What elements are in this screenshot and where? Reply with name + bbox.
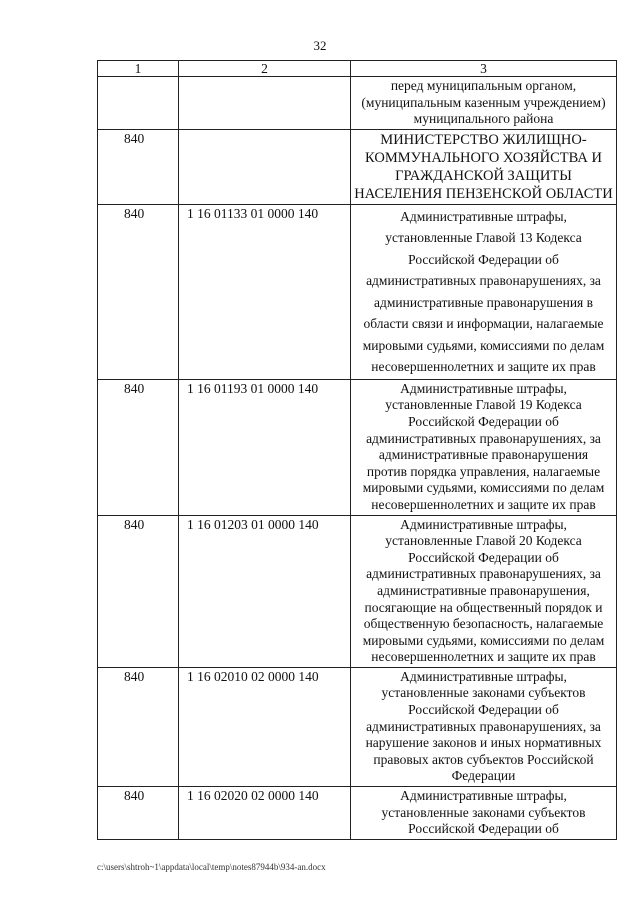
admin-code-cell: 840 bbox=[98, 129, 179, 204]
revenue-code-cell bbox=[179, 129, 351, 204]
description-line: административные правонарушения в bbox=[373, 294, 594, 310]
description-line: против порядка управления, налагаемые bbox=[366, 463, 601, 479]
description-line: установленные Главой 20 Кодекса bbox=[385, 533, 582, 549]
description-line: перед муниципальным органом, bbox=[390, 78, 577, 93]
description-line: административные правонарушения bbox=[378, 447, 589, 463]
description-line: Административные штрафы, bbox=[400, 208, 567, 224]
description-line: (муниципальным казенным учреждением) bbox=[361, 94, 606, 110]
description-line: области связи и информации, налагаемые bbox=[363, 316, 604, 332]
revenue-code-cell: 1 16 02010 02 0000 140 bbox=[179, 667, 351, 786]
description-line: муниципального района bbox=[413, 111, 554, 127]
page-number: 32 bbox=[313, 38, 327, 53]
description-line: ГРАЖДАНСКОЙ ЗАЩИТЫ bbox=[395, 167, 572, 184]
description-line: административных правонарушениях, за bbox=[366, 273, 601, 289]
table-row bbox=[98, 515, 617, 667]
admin-code-cell: 840 bbox=[98, 515, 179, 667]
description-cell bbox=[351, 667, 617, 786]
admin-code-cell: 840 bbox=[98, 667, 179, 786]
description-line: правовых актов субъектов Российской bbox=[373, 751, 594, 767]
description-line: установленные законами субъектов bbox=[381, 685, 586, 701]
admin-code-cell: 840 bbox=[98, 379, 179, 515]
description-line: Российской Федерации об bbox=[408, 413, 559, 429]
description-line: административных правонарушениях, за bbox=[366, 566, 601, 582]
admin-code-cell bbox=[98, 77, 179, 130]
revenue-code-cell: 1 16 02020 02 0000 140 bbox=[179, 787, 351, 840]
description-line: Административные штрафы, bbox=[400, 668, 567, 684]
column-header-1: 1 bbox=[98, 61, 179, 77]
description-line: нарушение законов и иных нормативных bbox=[365, 735, 602, 751]
description-line: мировыми судьями, комиссиями по делам bbox=[362, 632, 605, 648]
description-line: Федерации bbox=[451, 768, 516, 784]
table-header-row bbox=[98, 61, 617, 77]
description-cell bbox=[351, 77, 617, 130]
description-line: Российской Федерации об bbox=[408, 251, 559, 267]
description-line: установленные Главой 13 Кодекса bbox=[385, 230, 582, 246]
description-cell bbox=[351, 204, 617, 379]
column-header-2: 2 bbox=[179, 61, 351, 77]
description-line: несовершеннолетних и защите их прав bbox=[371, 359, 596, 375]
revenue-code-cell: 1 16 01193 01 0000 140 bbox=[179, 379, 351, 515]
description-line: общественную безопасность, налагаемые bbox=[363, 616, 604, 632]
revenue-code-cell: 1 16 01203 01 0000 140 bbox=[179, 515, 351, 667]
description-line: несовершеннолетних и защите их прав bbox=[371, 649, 596, 665]
description-line: Российской Федерации об bbox=[408, 821, 559, 837]
description-cell bbox=[351, 787, 617, 840]
description-line: посягающие на общественный порядок и bbox=[364, 599, 603, 615]
description-cell bbox=[351, 129, 617, 204]
file-path-footer: c:\users\shtroh~1\appdata\local\temp\notes87944b\934-an.docx bbox=[97, 862, 326, 872]
table-body bbox=[98, 77, 617, 840]
description-line: административные правонарушения, bbox=[377, 582, 590, 598]
admin-code-cell: 840 bbox=[98, 204, 179, 379]
description-line: административных правонарушениях, за bbox=[366, 430, 601, 446]
description-cell bbox=[351, 379, 617, 515]
description-line: НАСЕЛЕНИЯ ПЕНЗЕНСКОЙ ОБЛАСТИ bbox=[354, 185, 613, 202]
description-cell bbox=[351, 515, 617, 667]
description-line: мировыми судьями, комиссиями по делам bbox=[362, 337, 605, 353]
description-line: установленные Главой 19 Кодекса bbox=[385, 397, 582, 413]
description-line: Административные штрафы, bbox=[400, 788, 567, 804]
table-row bbox=[98, 77, 617, 130]
table-row bbox=[98, 204, 617, 379]
admin-code-cell: 840 bbox=[98, 787, 179, 840]
table-row bbox=[98, 379, 617, 515]
description-line: установленные законами субъектов bbox=[381, 804, 586, 820]
budget-codes-table bbox=[97, 60, 617, 840]
description-line: Российской Федерации об bbox=[408, 549, 559, 565]
description-line: Российской Федерации об bbox=[408, 702, 559, 718]
revenue-code-cell bbox=[179, 77, 351, 130]
description-line: КОММУНАЛЬНОГО ХОЗЯЙСТВА И bbox=[365, 149, 602, 166]
description-line: Административные штрафы, bbox=[400, 516, 567, 532]
description-line: административных правонарушениях, за bbox=[366, 718, 601, 734]
revenue-code-cell: 1 16 01133 01 0000 140 bbox=[179, 204, 351, 379]
description-line: несовершеннолетних и защите их прав bbox=[371, 496, 596, 512]
table-row bbox=[98, 129, 617, 204]
table-row bbox=[98, 667, 617, 786]
description-line: МИНИСТЕРСТВО ЖИЛИЩНО- bbox=[380, 131, 587, 148]
column-header-3: 3 bbox=[351, 61, 617, 77]
description-line: мировыми судьями, комиссиями по делам bbox=[362, 480, 605, 496]
table-row bbox=[98, 787, 617, 840]
description-line: Административные штрафы, bbox=[400, 380, 567, 396]
